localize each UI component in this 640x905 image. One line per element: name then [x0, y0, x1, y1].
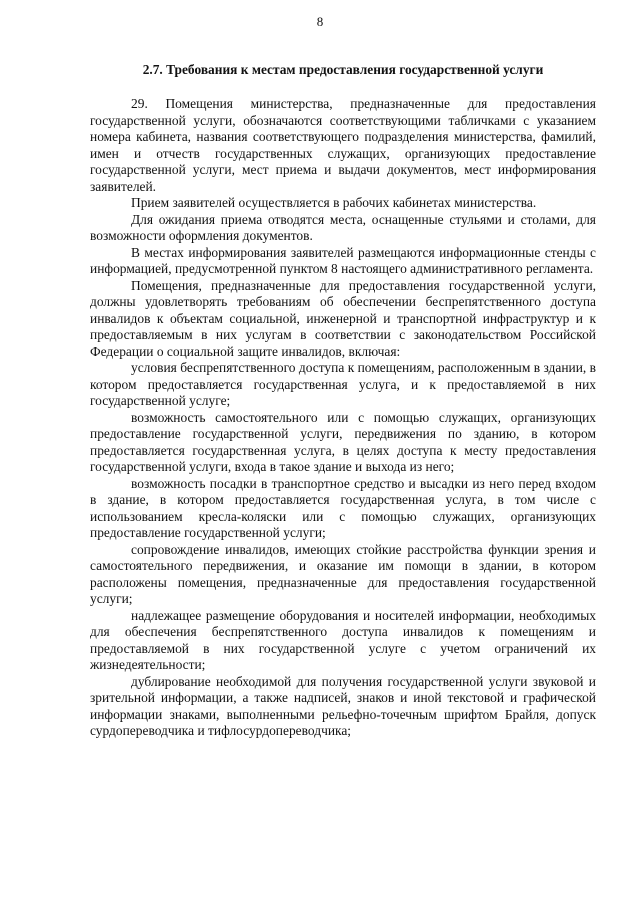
paragraph: возможность посадки в транспортное средство и высадки из него перед входом в здание, в котором предоставляется государственная услуга, в том числе с использованием кресла-коляски или с помощью служащих, организующих предоставление государственной услуги; — [90, 475, 596, 540]
page-number: 8 — [316, 14, 324, 29]
paragraph: Помещения, предназначенные для предоставления государственной услуги, должны удовлетворять требованиям об обеспечении беспрепятственного доступа инвалидов к объектам социальной, инженерной и транспортной инфраструктур и к предоставляемым в них услугам в соответствии с законодательством Российской Федерации о социальной защите инвалидов, включая: — [90, 277, 596, 359]
paragraph: надлежащее размещение оборудования и носителей информации, необходимых для обеспечения беспрепятственного доступа инвалидов к помещениям и предоставляемой в них государственной услуге с учетом ограничений их жизнедеятельности; — [90, 607, 596, 672]
paragraph: дублирование необходимой для получения государственной услуги звуковой и зрительной информации, а также надписей, знаков и иной текстовой и графической информации знаками, выполненными рельефно-точечным шрифтом Брайля, допуск сурдопереводчика и тифлосурдопереводчика; — [90, 673, 596, 738]
paragraph: В местах информирования заявителей размещаются информационные стенды с информацией, предусмотренной пунктом 8 настоящего административного регламента. — [90, 244, 596, 276]
paragraph: 29. Помещения министерства, предназначенные для предоставления государственной услуги, обозначаются соответствующими табличками с указанием номера кабинета, названия соответствующего подразделения министерства, фамилий, имен и отчеств государственных служащих, организующих предоставление государственной услуги, мест приема и выдачи документов, мест информирования заявителей. — [90, 96, 596, 194]
paragraph: возможность самостоятельного или с помощью служащих, организующих предоставление государственной услуги, передвижения по зданию, в котором предоставляется государственная услуга, в целях доступа к месту предоставления государственной услуги, входа в такое здание и выхода из него; — [90, 409, 596, 474]
paragraph: Для ожидания приема отводятся места, оснащенные стульями и столами, для возможности оформления документов. — [90, 211, 596, 243]
document-body — [90, 96, 596, 740]
section-heading: 2.7. Требования к местам предоставления государственной услуги — [142, 62, 544, 77]
paragraph: сопровождение инвалидов, имеющих стойкие расстройства функции зрения и самостоятельного передвижения, и оказание им помощи в здании, в котором расположены помещения, предназначенные для предоставления государственной услуги; — [90, 541, 596, 606]
paragraph: Прием заявителей осуществляется в рабочих кабинетах министерства. — [131, 195, 537, 210]
paragraph: условия беспрепятственного доступа к помещениям, расположенным в здании, в котором предоставляется государственная услуга, и к предоставляемой в них государственной услуге; — [90, 360, 596, 408]
